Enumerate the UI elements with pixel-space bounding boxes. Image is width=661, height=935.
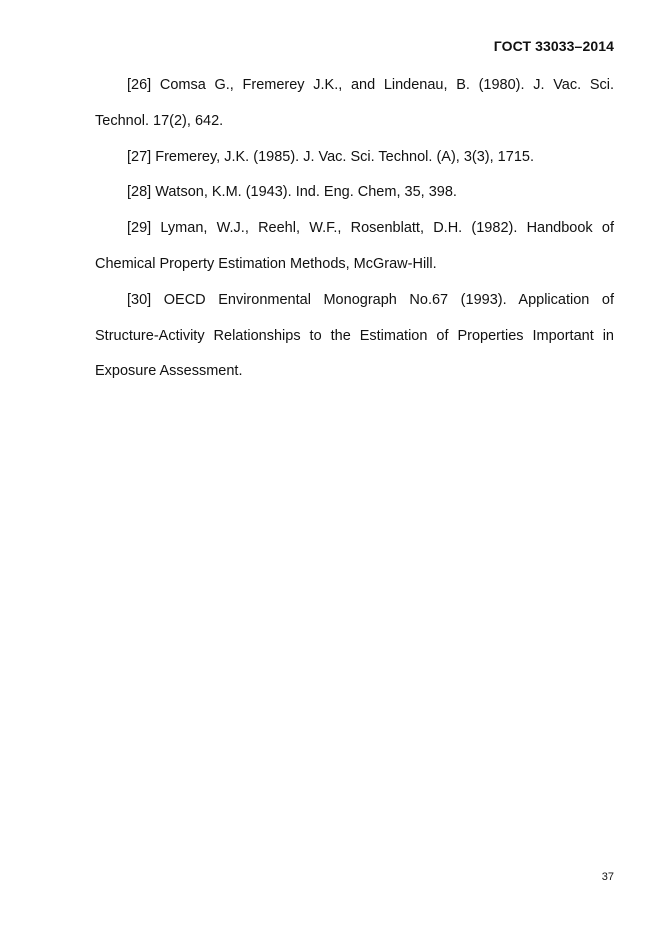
reference-item-29: [29] Lyman, W.J., Reehl, W.F., Rosenblatt, D.H. (1982). Handbook of Chemical Property Estimation Methods, McGraw-Hill. xyxy=(95,220,614,272)
reference-list xyxy=(95,68,614,390)
reference-item-28: [28] Watson, K.M. (1943). Ind. Eng. Chem, 35, 398. xyxy=(127,184,457,201)
standard-code-header: ГОСТ 33033–2014 xyxy=(493,38,614,54)
page-number: 37 xyxy=(601,871,614,883)
reference-item-30: [30] OECD Environmental Monograph No.67 (1993). Application of Structure-Activity Relationships to the Estimation of Properties Important in Exposure Assessment. xyxy=(95,291,614,380)
reference-item-27: [27] Fremerey, J.K. (1985). J. Vac. Sci. Technol. (A), 3(3), 1715. xyxy=(127,148,534,165)
reference-item-26: [26] Comsa G., Fremerey J.K., and Lindenau, B. (1980). J. Vac. Sci. Technol. 17(2), 642. xyxy=(95,77,614,129)
